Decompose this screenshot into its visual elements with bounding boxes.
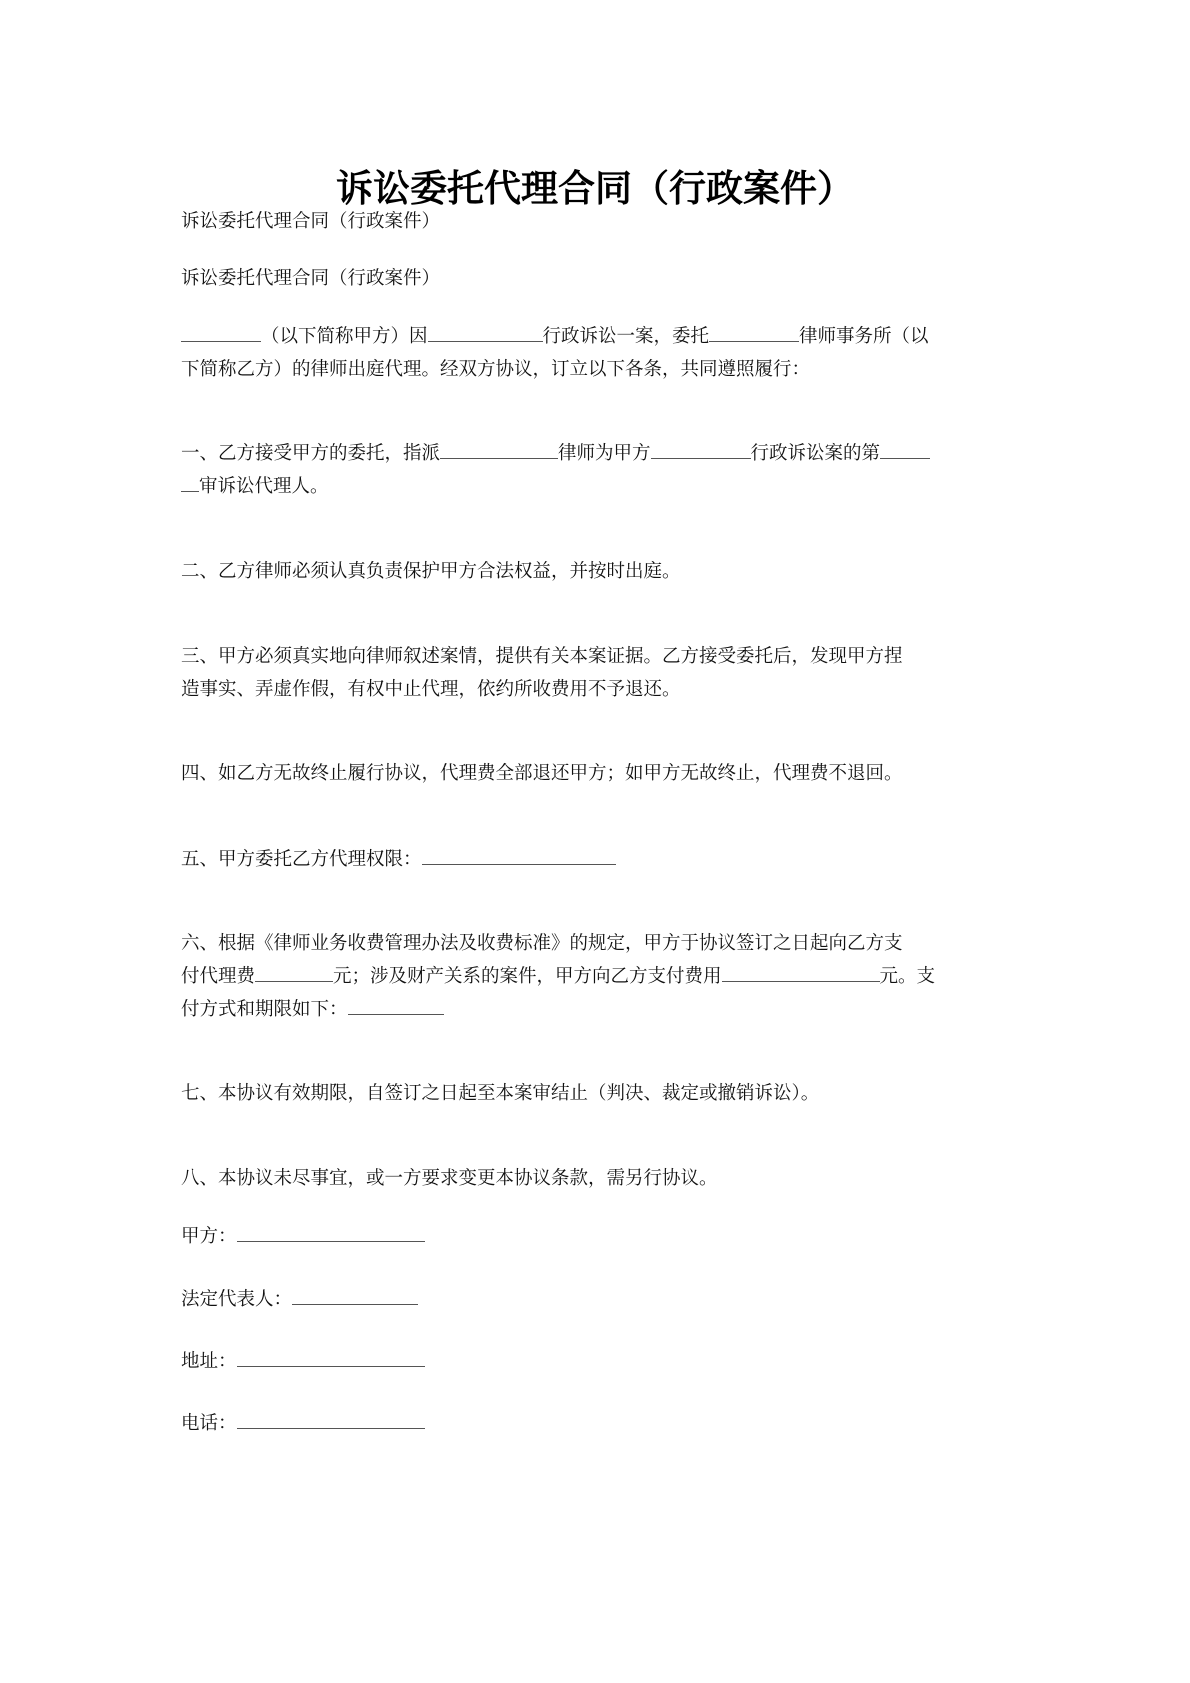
address-label: 地址： xyxy=(181,1351,237,1372)
clause-2: 二、乙方律师必须认真负责保护甲方合法权益，并按时出庭。 xyxy=(181,561,681,582)
party-a-blank[interactable] xyxy=(237,1223,425,1242)
clause-8: 八、本协议未尽事宜，或一方要求变更本协议条款，需另行协议。 xyxy=(181,1168,718,1189)
clause-1-line-2 xyxy=(181,470,1016,503)
intro-line-2: 下简称乙方）的律师出庭代理。经双方协议，订立以下各条，共同遵照履行： xyxy=(181,359,811,380)
case-name-blank[interactable] xyxy=(428,323,543,342)
legal-rep-blank[interactable] xyxy=(292,1286,418,1305)
party-a-name-blank[interactable] xyxy=(181,323,261,342)
clause-1-text-c: 行政诉讼案的第 xyxy=(750,443,881,464)
party-a-label: 甲方： xyxy=(181,1226,237,1247)
property-fee-blank[interactable] xyxy=(722,963,880,982)
clause-6-text-a: 付代理费 xyxy=(181,966,256,987)
law-firm-blank[interactable] xyxy=(709,323,799,342)
clause-1-text-b: 律师为甲方 xyxy=(558,443,651,464)
phone-blank[interactable] xyxy=(237,1410,425,1429)
phone-label: 电话： xyxy=(181,1413,237,1434)
clause-6-line-2 xyxy=(181,960,1016,993)
legal-rep-label: 法定代表人： xyxy=(181,1289,293,1310)
clause-6-line-1: 六、根据《律师业务收费管理办法及收费标准》的规定，甲方于协议签订之日起向乙方支 xyxy=(181,933,903,954)
clause-3-line-1: 三、甲方必须真实地向律师叙述案情，提供有关本案证据。乙方接受委托后，发现甲方捏 xyxy=(181,646,903,667)
clause-6-text-c: 元。支 xyxy=(879,966,936,987)
address-blank[interactable] xyxy=(237,1348,425,1367)
clause-3-line-2: 造事实、弄虚作假，有权中止代理，依约所收费用不予退还。 xyxy=(181,679,681,700)
trial-level-blank[interactable] xyxy=(880,440,930,459)
subtitle-line-1: 诉讼委托代理合同（行政案件） xyxy=(181,211,441,232)
clause-5-text: 五、甲方委托乙方代理权限： xyxy=(181,849,422,870)
address-row xyxy=(181,1345,1016,1378)
intro-text-a: （以下简称甲方）因 xyxy=(261,326,428,347)
phone-row xyxy=(181,1407,1016,1440)
clause-4: 四、如乙方无故终止履行协议，代理费全部退还甲方；如甲方无故终止，代理费不退回。 xyxy=(181,763,903,784)
intro-text-b: 行政诉讼一案，委托 xyxy=(542,326,710,347)
trial-level-blank-cont[interactable] xyxy=(181,473,199,492)
legal-rep-row xyxy=(181,1283,1016,1316)
clause-6-line-3 xyxy=(181,993,1016,1026)
payment-method-blank[interactable] xyxy=(348,996,444,1015)
lawyer-name-blank[interactable] xyxy=(440,440,558,459)
party-a-row xyxy=(181,1220,1016,1253)
authority-blank[interactable] xyxy=(422,846,616,865)
document-title: 诉讼委托代理合同（行政案件） xyxy=(336,166,854,210)
clause-1-line-1 xyxy=(181,437,1016,470)
agency-fee-blank[interactable] xyxy=(255,963,333,982)
subtitle-line-2: 诉讼委托代理合同（行政案件） xyxy=(181,268,441,289)
clause-1-text-a: 一、乙方接受甲方的委托，指派 xyxy=(181,443,441,464)
clause-1-text-d: 审诉讼代理人。 xyxy=(199,476,329,497)
intro-line-1 xyxy=(181,320,1016,353)
clause-6-text-d: 付方式和期限如下： xyxy=(181,999,348,1020)
intro-text-c: 律师事务所（以 xyxy=(799,326,929,347)
clause-6-text-b: 元；涉及财产关系的案件，甲方向乙方支付费用 xyxy=(333,966,722,987)
clause-5 xyxy=(181,843,1016,876)
clause-7: 七、本协议有效期限，自签订之日起至本案审结止（判决、裁定或撤销诉讼）。 xyxy=(181,1083,820,1104)
case-blank[interactable] xyxy=(651,440,751,459)
